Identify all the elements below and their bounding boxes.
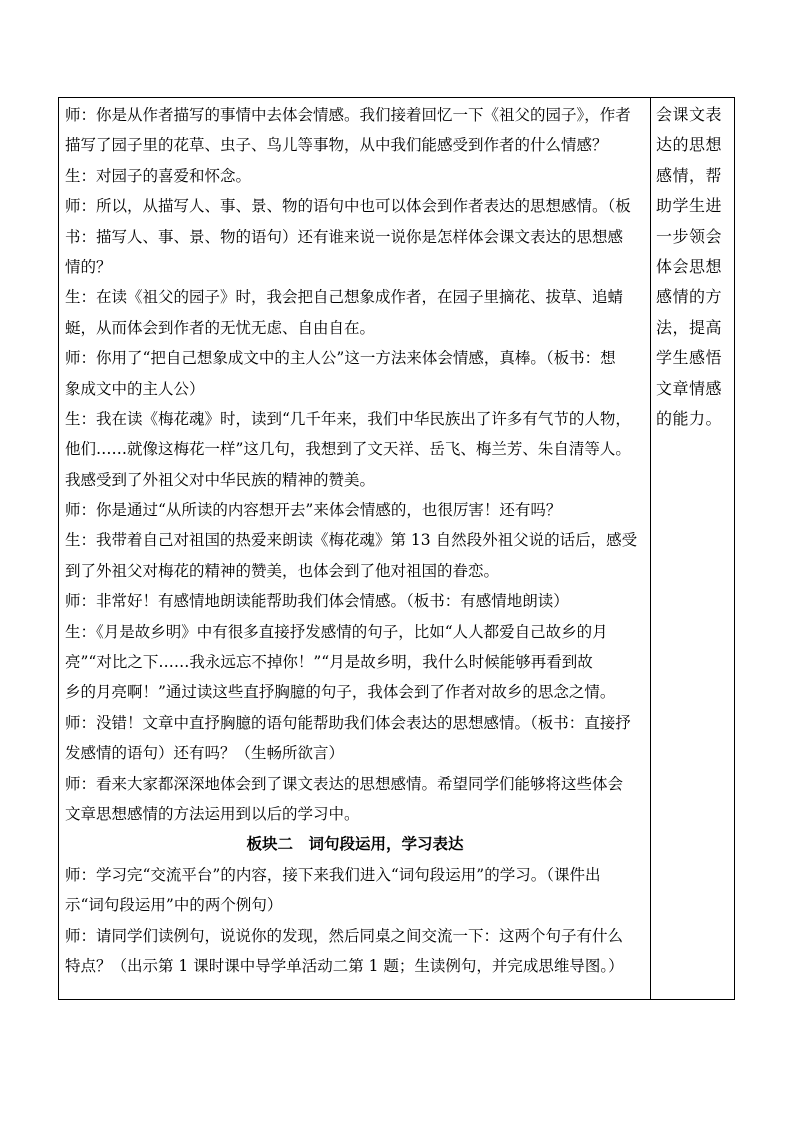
dialogue-line: 乡的月亮啊！”通过读这些直抒胸臆的句子，我体会到了作者对故乡的思念之情。 bbox=[65, 683, 616, 702]
dialogue-line: 生：《月是故乡明》中有很多直接抒发感情的句子，比如“人人都爱自己故乡的月 bbox=[65, 622, 608, 641]
lesson-table bbox=[58, 97, 735, 1000]
dialogue-line: 师：看来大家都深深地体会到了课文表达的思想感情。希望同学们能够将这些体会 bbox=[65, 774, 624, 793]
dialogue-line: 生：我在读《梅花魂》时，读到“几千年来，我们中华民族出了许多有气节的人物， bbox=[65, 409, 631, 428]
dialogue-line: 到了外祖父对梅花的精神的赞美，也体会到了他对祖国的眷恋。 bbox=[65, 561, 500, 580]
dialogue-line: 师：请同学们读例句，说说你的发现，然后同桌之间交流一下：这两个句子有什么 bbox=[65, 926, 624, 945]
intent-line: 会课文表 bbox=[656, 105, 723, 124]
intent-line: 学生感悟 bbox=[656, 348, 723, 368]
dialogue-line: 文章思想感情的方法运用到以后的学习中。 bbox=[65, 804, 360, 823]
dialogue-line: 示“词句段运用”中的两个例句） bbox=[65, 896, 283, 915]
dialogue-line: 描写了园子里的花草、虫子、鸟儿等事物，从中我们能感受到作者的什么情感？ bbox=[65, 136, 608, 155]
intent-line: 助学生进 bbox=[656, 196, 723, 216]
dialogue-line: 师：你是通过“从所读的内容想开去”来体会情感的，也很厉害！还有吗？ bbox=[65, 501, 562, 520]
section-heading: 板块二 词句段运用，学习表达 bbox=[246, 834, 464, 854]
dialogue-line: 亮”“对比之下……我永远忘不掉你！”“月是故乡明，我什么时候能够再看到故 bbox=[65, 653, 593, 672]
dialogue-line: 生：我带着自己对祖国的热爱来朗读《梅花魂》第 13 自然段外祖父说的话后，感受 bbox=[65, 531, 638, 550]
intent-line: 达的思想 bbox=[656, 135, 723, 155]
dialogue-line: 情的？ bbox=[65, 257, 112, 276]
dialogue-line: 师：没错！文章中直抒胸臆的语句能帮助我们体会表达的思想感情。（板书：直接抒 bbox=[65, 713, 631, 732]
intent-line: 感情的方 bbox=[656, 287, 723, 307]
intent-line: 法，提高 bbox=[656, 317, 723, 337]
dialogue-line: 发感情的语句）还有吗？（生畅所欲言） bbox=[65, 744, 345, 763]
dialogue-line: 蜓，从而体会到作者的无忧无虑、自由自在。 bbox=[65, 318, 376, 337]
dialogue-line: 师：所以，从描写人、事、景、物的语句中也可以体会到作者表达的思想感情。（板 bbox=[65, 197, 631, 216]
dialogue-line: 师：非常好！有感情地朗读能帮助我们体会情感。（板书：有感情地朗读） bbox=[65, 592, 569, 611]
dialogue-line: 我感受到了外祖父对中华民族的精神的赞美。 bbox=[65, 470, 376, 489]
dialogue-line: 生：对园子的喜爱和怀念。 bbox=[65, 166, 252, 185]
intent-line: 文章情感 bbox=[656, 378, 723, 398]
intent-line: 一步领会 bbox=[656, 226, 723, 246]
intent-line: 体会思想 bbox=[656, 256, 723, 276]
dialogue-line: 师：学习完“交流平台”的内容，接下来我们进入“词句段运用”的学习。（课件出 bbox=[65, 865, 601, 884]
design-intent-column bbox=[656, 100, 730, 434]
teaching-process-column bbox=[65, 100, 645, 981]
intent-line: 的能力。 bbox=[656, 408, 723, 428]
dialogue-line: 象成文中的主人公） bbox=[65, 379, 205, 398]
dialogue-line: 书：描写人、事、景、物的语句）还有谁来说一说你是怎样体会课文表达的思想感 bbox=[65, 227, 624, 246]
dialogue-line: 师：你用了“把自己想象成文中的主人公”这一方法来体会情感，真棒。（板书：想 bbox=[65, 349, 616, 368]
dialogue-line: 师：你是从作者描写的事情中去体会情感。我们接着回忆一下《祖父的园子》，作者 bbox=[65, 106, 631, 124]
dialogue-line: 生：在读《祖父的园子》时，我会把自己想象成作者，在园子里摘花、拔草、追蜻 bbox=[65, 288, 624, 307]
dialogue-line: 特点？（出示第 1 课时课中导学单活动二第 1 题；生读例句，并完成思维导图。） bbox=[65, 956, 624, 975]
column-divider bbox=[650, 98, 651, 999]
intent-line: 感情，帮 bbox=[656, 165, 723, 185]
dialogue-line: 他们……就像这梅花一样”这几句，我想到了文天祥、岳飞、梅兰芳、朱自清等人。 bbox=[65, 440, 631, 459]
